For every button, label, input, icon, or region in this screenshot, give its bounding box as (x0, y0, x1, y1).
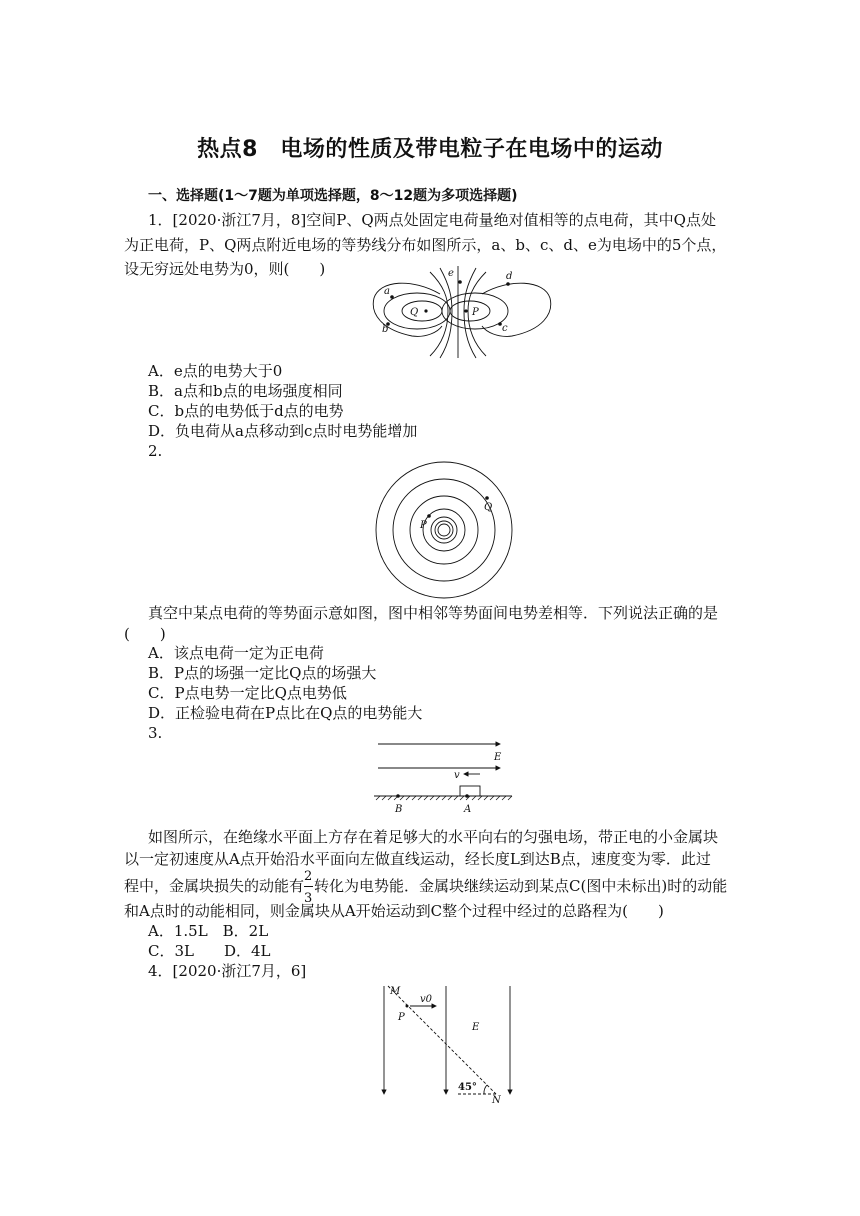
q3-stem-line4: 和A点时的动能相同，则金属块从A开始运动到C整个过程中经过的总路程为( ) (124, 902, 664, 920)
q4-parallel-plate-figure (374, 982, 524, 1104)
q3-options-row2: C．3L D．4L (148, 942, 271, 960)
q1-label-c: c (502, 323, 508, 334)
q2-number: 2. (148, 442, 163, 460)
q1-label-Q: Q (410, 307, 419, 318)
q2-label-P: P (420, 520, 427, 531)
q3-stem-line3-part1: 程中，金属块损失的动能有 (124, 877, 305, 895)
q1-label-b: b (382, 324, 389, 335)
q3-label-v: v (454, 770, 460, 781)
q4-label-M: M (390, 986, 401, 997)
q4-label-P: P (398, 1012, 405, 1023)
q3-fraction-denominator: 3 (304, 891, 313, 906)
q1-label-P: P (472, 307, 479, 318)
q4-label-v0: v0 (420, 994, 433, 1005)
q3-fraction-numerator: 2 (304, 869, 313, 884)
q3-fraction (304, 869, 314, 906)
q1-label-d: d (506, 271, 513, 282)
section-heading: 一、选择题(1～7题为单项选择题，8～12题为多项选择题) (148, 188, 518, 204)
q1-option-c: C．b点的电势低于d点的电势 (148, 402, 344, 420)
q4-label-N: N (492, 1095, 501, 1104)
q4-stem-line1: 4．[2020·浙江7月，6] (148, 962, 307, 980)
q3-stem-line3 (124, 869, 728, 906)
q3-stem-line3-part2: 转化为电势能．金属块继续运动到某点C(图中未标出)时的动能 (314, 877, 728, 895)
q2-option-b: B．P点的场强一定比Q点的场强大 (148, 664, 377, 682)
q3-label-E: E (494, 752, 502, 763)
q2-stem-line2: ( ) (124, 625, 166, 643)
q1-option-a: A．e点的电势大于0 (148, 362, 283, 380)
q3-number: 3. (148, 724, 163, 742)
q1-label-a: a (384, 286, 390, 297)
q1-option-d: D．负电荷从a点移动到c点时电势能增加 (148, 422, 418, 440)
q1-stem-line1: 1．[2020·浙江7月，8]空间P、Q两点处固定电荷量绝对值相等的点电荷，其中Q点处 (148, 211, 716, 229)
q2-option-a: A．该点电荷一定为正电荷 (148, 644, 324, 662)
q3-uniform-field-figure (372, 738, 522, 816)
q1-label-e: e (448, 268, 454, 279)
q2-concentric-equipotential-figure (374, 460, 514, 600)
page-title: 热点8 电场的性质及带电粒子在电场中的运动 (197, 137, 663, 162)
q1-stem-line2: 为正电荷，P、Q两点附近电场的等势线分布如图所示，a、b、c、d、e为电场中的5个点， (124, 236, 727, 254)
q2-option-c: C．P点电势一定比Q点电势低 (148, 684, 347, 702)
q4-label-angle: 45° (458, 1082, 477, 1093)
q2-stem-line1: 真空中某点电荷的等势面示意如图，图中相邻等势面间电势差相等．下列说法正确的是 (148, 604, 719, 622)
q4-label-E: E (472, 1022, 480, 1033)
q3-stem-line2: 以一定初速度从A点开始沿水平面向左做直线运动，经长度L到达B点，速度变为零．此过 (124, 850, 711, 868)
q1-equipotential-figure (362, 264, 562, 362)
q3-label-B: B (395, 804, 403, 815)
q1-option-b: B．a点和b点的电场强度相同 (148, 382, 343, 400)
q3-stem-line1: 如图所示，在绝缘水平面上方存在着足够大的水平向右的匀强电场，带正电的小金属块 (148, 828, 719, 846)
q3-label-A: A (464, 804, 472, 815)
q3-options-row1: A．1.5L B．2L (148, 922, 269, 940)
q2-option-d: D．正检验电荷在P点比在Q点的电势能大 (148, 704, 423, 722)
q2-label-Q: Q (484, 502, 493, 513)
q1-stem-line3: 设无穷远处电势为0，则( ) (124, 260, 326, 278)
